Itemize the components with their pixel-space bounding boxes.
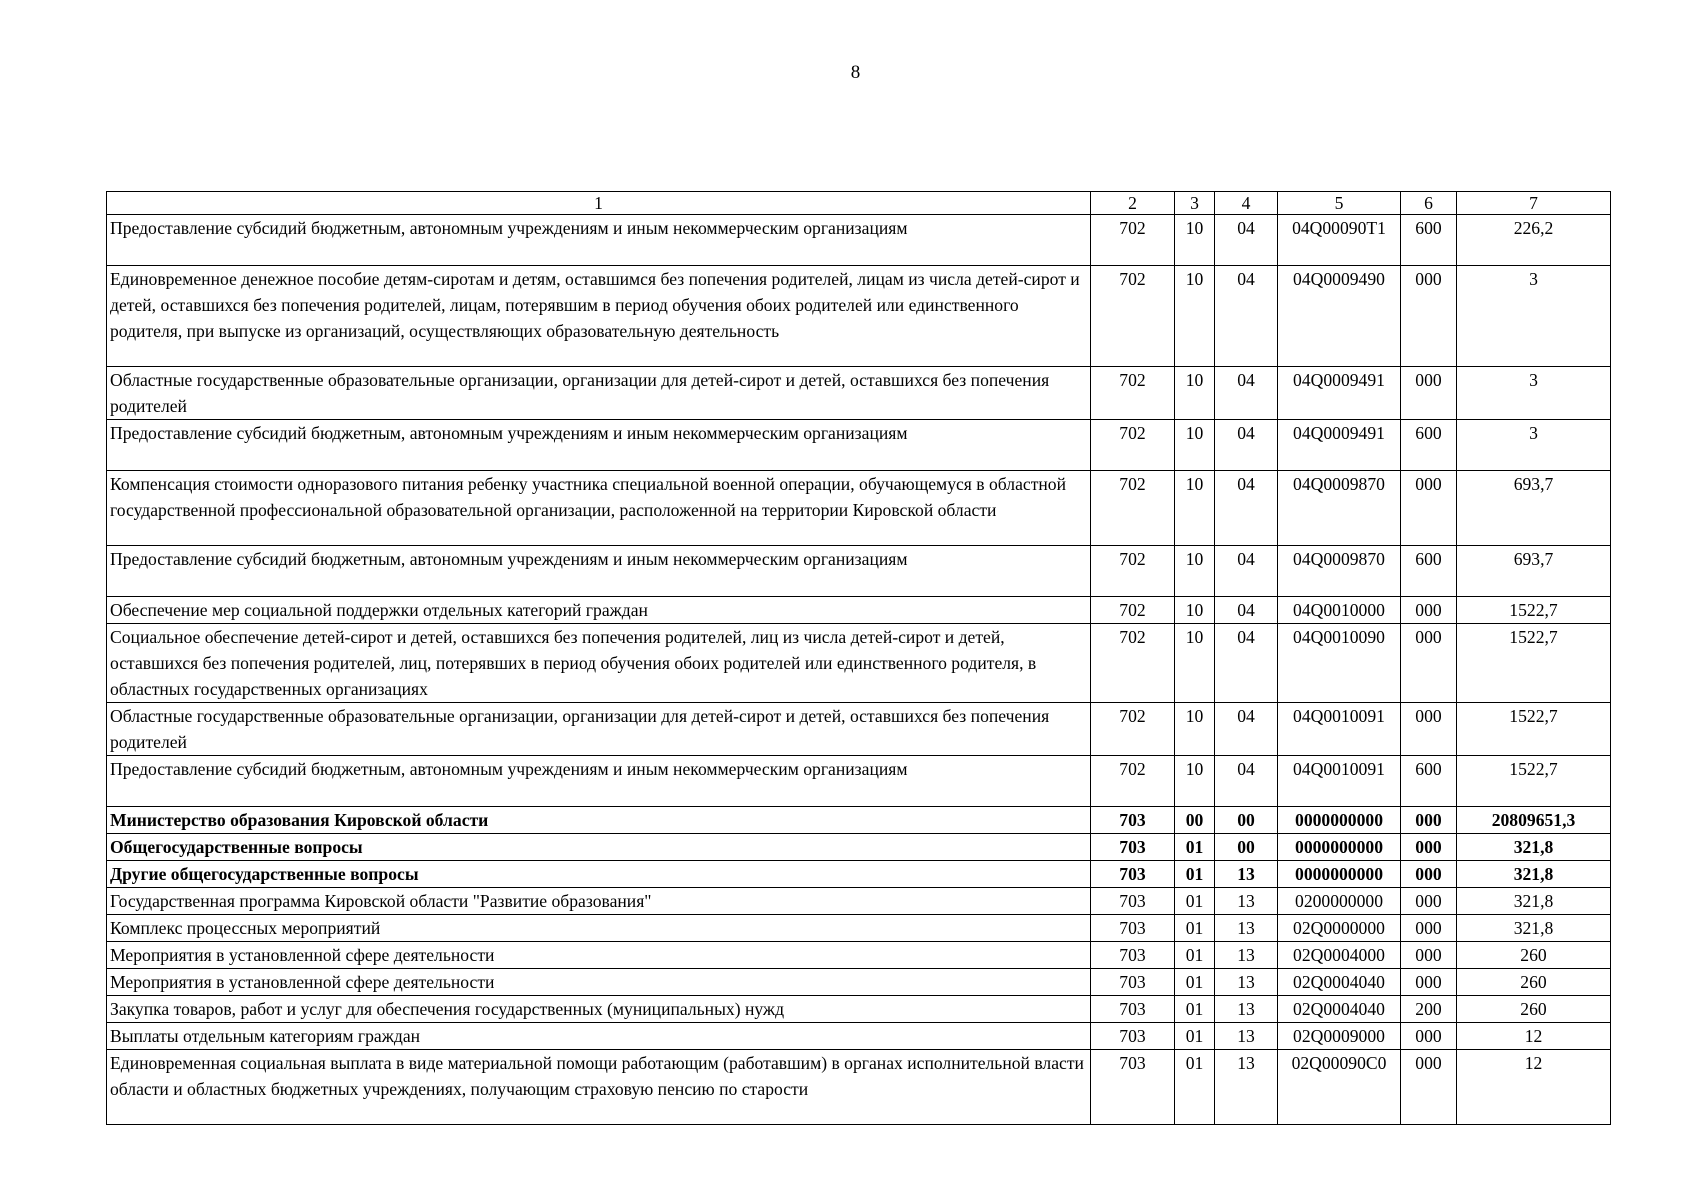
header-col-7: 7 (1457, 192, 1611, 215)
cell-col-3: 10 (1175, 471, 1215, 546)
table-row (107, 546, 1611, 597)
table-row (107, 915, 1611, 942)
cell-col-6: 000 (1401, 834, 1457, 861)
row-name: Единовременная социальная выплата в виде материальной помощи работающим (работавшим) в органах исполнительной власти области и областных бюджетных учреждениях, получающим страховую пенсию по старости (107, 1050, 1091, 1125)
cell-col-2: 702 (1091, 703, 1175, 756)
cell-col-3: 01 (1175, 1050, 1215, 1125)
cell-col-5: 02Q0009000 (1278, 1023, 1401, 1050)
cell-col-2: 702 (1091, 266, 1175, 367)
cell-col-6: 000 (1401, 266, 1457, 367)
cell-col-3: 01 (1175, 861, 1215, 888)
cell-col-5: 02Q0004040 (1278, 969, 1401, 996)
cell-col-2: 703 (1091, 996, 1175, 1023)
cell-col-6: 000 (1401, 1023, 1457, 1050)
table-row (107, 597, 1611, 624)
cell-col-3: 10 (1175, 546, 1215, 597)
cell-col-5: 02Q0004000 (1278, 942, 1401, 969)
cell-col-4: 04 (1215, 266, 1278, 367)
cell-col-4: 04 (1215, 420, 1278, 471)
cell-col-5: 02Q00090C0 (1278, 1050, 1401, 1125)
cell-col-3: 10 (1175, 420, 1215, 471)
table-row (107, 215, 1611, 266)
cell-col-3: 10 (1175, 703, 1215, 756)
row-name: Областные государственные образовательные организации, организации для детей-сирот и детей, оставшихся без попечения родителей (107, 367, 1091, 420)
cell-col-2: 703 (1091, 915, 1175, 942)
cell-col-5: 0200000000 (1278, 888, 1401, 915)
cell-col-5: 04Q0009491 (1278, 420, 1401, 471)
cell-col-2: 702 (1091, 624, 1175, 703)
cell-col-5: 04Q0009490 (1278, 266, 1401, 367)
table-row (107, 471, 1611, 546)
cell-col-3: 10 (1175, 756, 1215, 807)
cell-col-4: 13 (1215, 861, 1278, 888)
cell-col-6: 000 (1401, 969, 1457, 996)
cell-col-2: 702 (1091, 471, 1175, 546)
header-col-5: 5 (1278, 192, 1401, 215)
table-row (107, 420, 1611, 471)
cell-col-3: 01 (1175, 942, 1215, 969)
cell-col-5: 04Q0010091 (1278, 756, 1401, 807)
page-number: 8 (850, 62, 861, 83)
cell-col-2: 702 (1091, 420, 1175, 471)
cell-col-4: 04 (1215, 546, 1278, 597)
row-name: Обеспечение мер социальной поддержки отдельных категорий граждан (107, 597, 1091, 624)
table-row (107, 996, 1611, 1023)
cell-col-4: 04 (1215, 624, 1278, 703)
cell-col-4: 04 (1215, 367, 1278, 420)
cell-col-7: 1522,7 (1457, 624, 1611, 703)
cell-col-5: 04Q0010090 (1278, 624, 1401, 703)
cell-col-2: 702 (1091, 756, 1175, 807)
cell-col-5: 02Q0000000 (1278, 915, 1401, 942)
cell-col-6: 000 (1401, 807, 1457, 834)
cell-col-7: 1522,7 (1457, 756, 1611, 807)
cell-col-4: 13 (1215, 996, 1278, 1023)
cell-col-2: 702 (1091, 597, 1175, 624)
row-name: Предоставление субсидий бюджетным, автономным учреждениям и иным некоммерческим организациям (107, 756, 1091, 807)
cell-col-6: 000 (1401, 597, 1457, 624)
row-name: Министерство образования Кировской области (107, 807, 1091, 834)
cell-col-5: 0000000000 (1278, 834, 1401, 861)
cell-col-5: 02Q0004040 (1278, 996, 1401, 1023)
cell-col-4: 04 (1215, 471, 1278, 546)
header-col-1: 1 (107, 192, 1091, 215)
cell-col-4: 00 (1215, 807, 1278, 834)
cell-col-6: 600 (1401, 756, 1457, 807)
cell-col-7: 1522,7 (1457, 597, 1611, 624)
cell-col-4: 04 (1215, 215, 1278, 266)
cell-col-3: 10 (1175, 367, 1215, 420)
cell-col-5: 04Q0009491 (1278, 367, 1401, 420)
table-row (107, 367, 1611, 420)
row-name: Предоставление субсидий бюджетным, автономным учреждениям и иным некоммерческим организациям (107, 215, 1091, 266)
cell-col-6: 000 (1401, 703, 1457, 756)
header-col-4: 4 (1215, 192, 1278, 215)
table-row (107, 807, 1611, 834)
cell-col-2: 703 (1091, 834, 1175, 861)
cell-col-7: 321,8 (1457, 861, 1611, 888)
cell-col-3: 01 (1175, 888, 1215, 915)
row-name: Общегосударственные вопросы (107, 834, 1091, 861)
table-row (107, 1050, 1611, 1125)
cell-col-3: 10 (1175, 215, 1215, 266)
cell-col-6: 000 (1401, 942, 1457, 969)
table-row (107, 942, 1611, 969)
cell-col-3: 00 (1175, 807, 1215, 834)
row-name: Выплаты отдельным категориям граждан (107, 1023, 1091, 1050)
cell-col-6: 600 (1401, 546, 1457, 597)
cell-col-4: 00 (1215, 834, 1278, 861)
cell-col-7: 3 (1457, 420, 1611, 471)
cell-col-6: 000 (1401, 1050, 1457, 1125)
cell-col-6: 600 (1401, 215, 1457, 266)
cell-col-4: 04 (1215, 756, 1278, 807)
cell-col-5: 04Q0010000 (1278, 597, 1401, 624)
row-name: Социальное обеспечение детей-сирот и детей, оставшихся без попечения родителей, лиц из числа детей-сирот и детей, оставшихся без попечения родителей, лиц, потерявших в период обучения обоих родителей или единственного родителя, в областных государственных организациях (107, 624, 1091, 703)
cell-col-3: 01 (1175, 915, 1215, 942)
table-row (107, 1023, 1611, 1050)
cell-col-7: 12 (1457, 1050, 1611, 1125)
cell-col-5: 0000000000 (1278, 861, 1401, 888)
header-col-3: 3 (1175, 192, 1215, 215)
row-name: Предоставление субсидий бюджетным, автономным учреждениям и иным некоммерческим организациям (107, 420, 1091, 471)
cell-col-2: 702 (1091, 215, 1175, 266)
cell-col-7: 321,8 (1457, 888, 1611, 915)
table-row (107, 861, 1611, 888)
cell-col-4: 04 (1215, 597, 1278, 624)
cell-col-4: 13 (1215, 915, 1278, 942)
cell-col-5: 04Q0010091 (1278, 703, 1401, 756)
cell-col-2: 703 (1091, 888, 1175, 915)
table-row (107, 888, 1611, 915)
cell-col-3: 01 (1175, 996, 1215, 1023)
cell-col-4: 13 (1215, 942, 1278, 969)
row-name: Единовременное денежное пособие детям-сиротам и детям, оставшимся без попечения родителей, лицам из числа детей-сирот и детей, оставшихся без попечения родителей, лицам, потерявшим в период обучения обоих родителей или единственного родителя, при выпуске из организаций, осуществляющих образовательную деятельность (107, 266, 1091, 367)
cell-col-7: 260 (1457, 996, 1611, 1023)
cell-col-2: 703 (1091, 807, 1175, 834)
header-row (107, 192, 1611, 215)
cell-col-6: 600 (1401, 420, 1457, 471)
row-name: Мероприятия в установленной сфере деятельности (107, 969, 1091, 996)
cell-col-2: 703 (1091, 861, 1175, 888)
cell-col-5: 0000000000 (1278, 807, 1401, 834)
cell-col-7: 260 (1457, 942, 1611, 969)
cell-col-5: 04Q00090T1 (1278, 215, 1401, 266)
cell-col-3: 01 (1175, 1023, 1215, 1050)
cell-col-7: 693,7 (1457, 471, 1611, 546)
row-name: Закупка товаров, работ и услуг для обеспечения государственных (муниципальных) нужд (107, 996, 1091, 1023)
cell-col-2: 703 (1091, 942, 1175, 969)
cell-col-4: 13 (1215, 969, 1278, 996)
cell-col-6: 000 (1401, 367, 1457, 420)
cell-col-2: 703 (1091, 969, 1175, 996)
cell-col-7: 3 (1457, 367, 1611, 420)
table-row (107, 624, 1611, 703)
budget-table (106, 191, 1611, 1125)
cell-col-4: 13 (1215, 1050, 1278, 1125)
cell-col-6: 000 (1401, 471, 1457, 546)
cell-col-4: 04 (1215, 703, 1278, 756)
cell-col-6: 000 (1401, 624, 1457, 703)
cell-col-6: 000 (1401, 915, 1457, 942)
cell-col-2: 703 (1091, 1023, 1175, 1050)
header-col-6: 6 (1401, 192, 1457, 215)
cell-col-5: 04Q0009870 (1278, 471, 1401, 546)
cell-col-3: 10 (1175, 266, 1215, 367)
row-name: Комплекс процессных мероприятий (107, 915, 1091, 942)
cell-col-7: 226,2 (1457, 215, 1611, 266)
table-row (107, 703, 1611, 756)
cell-col-7: 693,7 (1457, 546, 1611, 597)
table-row (107, 834, 1611, 861)
cell-col-7: 12 (1457, 1023, 1611, 1050)
row-name: Областные государственные образовательные организации, организации для детей-сирот и детей, оставшихся без попечения родителей (107, 703, 1091, 756)
header-col-2: 2 (1091, 192, 1175, 215)
row-name: Государственная программа Кировской области "Развитие образования" (107, 888, 1091, 915)
cell-col-7: 3 (1457, 266, 1611, 367)
cell-col-3: 10 (1175, 597, 1215, 624)
cell-col-3: 01 (1175, 969, 1215, 996)
cell-col-4: 13 (1215, 888, 1278, 915)
table-row (107, 969, 1611, 996)
table-row (107, 266, 1611, 367)
row-name: Другие общегосударственные вопросы (107, 861, 1091, 888)
cell-col-3: 01 (1175, 834, 1215, 861)
row-name: Компенсация стоимости одноразового питания ребенку участника специальной военной операции, обучающемуся в областной государственной профессиональной образовательной организации, расположенной на территории Кировской области (107, 471, 1091, 546)
cell-col-2: 702 (1091, 367, 1175, 420)
cell-col-4: 13 (1215, 1023, 1278, 1050)
cell-col-3: 10 (1175, 624, 1215, 703)
row-name: Предоставление субсидий бюджетным, автономным учреждениям и иным некоммерческим организациям (107, 546, 1091, 597)
cell-col-7: 321,8 (1457, 915, 1611, 942)
cell-col-2: 703 (1091, 1050, 1175, 1125)
cell-col-6: 200 (1401, 996, 1457, 1023)
cell-col-2: 702 (1091, 546, 1175, 597)
table-row (107, 756, 1611, 807)
cell-col-7: 20809651,3 (1457, 807, 1611, 834)
cell-col-5: 04Q0009870 (1278, 546, 1401, 597)
cell-col-7: 1522,7 (1457, 703, 1611, 756)
cell-col-6: 000 (1401, 861, 1457, 888)
row-name: Мероприятия в установленной сфере деятельности (107, 942, 1091, 969)
cell-col-7: 321,8 (1457, 834, 1611, 861)
cell-col-6: 000 (1401, 888, 1457, 915)
cell-col-7: 260 (1457, 969, 1611, 996)
